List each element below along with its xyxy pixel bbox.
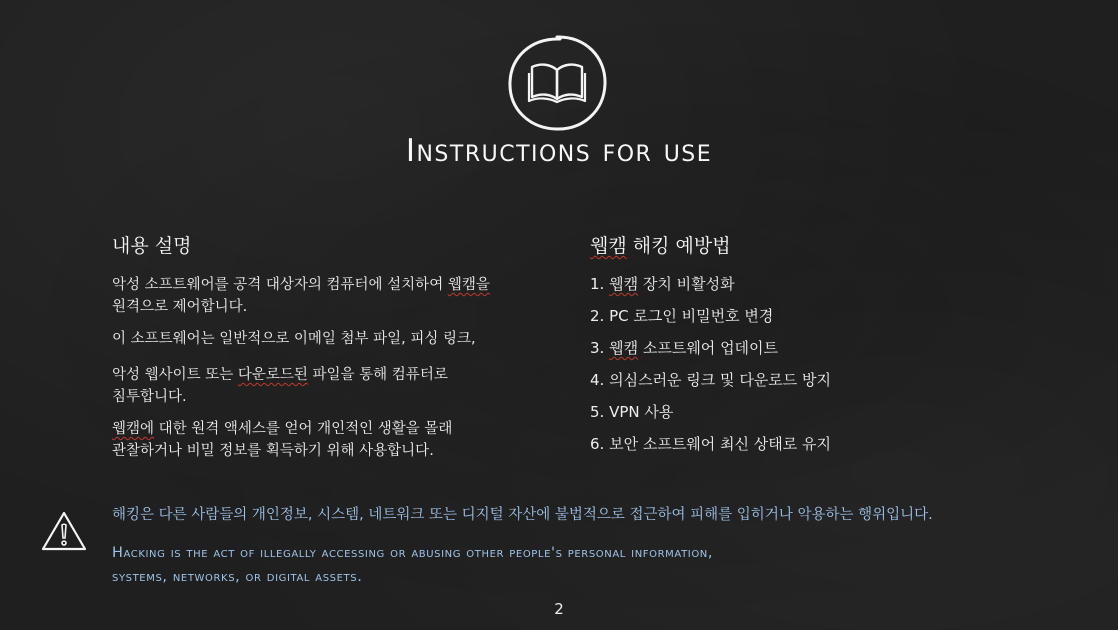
list-item: 5. VPN 사용 [590,403,674,421]
paragraph-text: 악성 웹사이트 또는 [112,367,238,383]
spellcheck-word: 웹캠 [590,235,627,257]
page-title: Instructions for use [405,133,713,169]
description-paragraph-3 [112,364,532,408]
paragraph-text: 원격으로 제어합니다. [112,299,248,315]
paragraph-text: 파일을 통해 컴퓨터로 [307,367,448,383]
open-book-icon [505,33,609,133]
list-item: 1. 웹캠 장치 비활성화 [590,275,735,293]
spellcheck-word: 웹캠에 [112,421,155,437]
paragraph-text: 대한 원격 액세스를 얻어 개인적인 생활을 몰래 [154,421,453,437]
page-number: 2 [554,600,564,618]
warning-text-english [112,541,972,589]
heading-text: 해킹 예방법 [626,235,731,257]
paragraph-text: 악성 소프트웨어를 공격 대상자의 컴퓨터에 설치하여 [112,277,448,293]
description-section [112,232,532,472]
prevention-heading [590,232,990,260]
prevention-section [590,232,990,460]
warning-text-korean: 해킹은 다른 사람들의 개인정보, 시스템, 네트워크 또는 디지털 자산에 불법적으로 접근하여 피해를 입히거나 악용하는 행위입니다. [112,507,933,523]
warning-line: Hacking is the act of illegally accessing or abusing other people's personal information, [112,545,714,561]
list-item: 3. 웹캠 소프트웨어 업데이트 [590,339,779,357]
description-paragraph-2 [112,328,532,350]
spellcheck-word: 다운로드된 [237,367,308,383]
description-paragraph-1 [112,274,532,318]
spellcheck-word: 웹캠을 [447,277,490,293]
list-item: 4. 의심스러운 링크 및 다운로드 방지 [590,371,832,389]
list-item: 2. PC 로그인 비밀번호 변경 [590,307,774,325]
description-heading: 내용 설명 [112,235,192,257]
prevention-list [590,268,990,460]
description-paragraph-4 [112,418,532,462]
paragraph-text: 관찰하거나 비밀 정보를 획득하기 위해 사용합니다. [112,443,434,459]
paragraph-text: 침투합니다. [112,389,187,405]
warning-line: systems, networks, or digital assets. [112,569,363,585]
list-item: 6. 보안 소프트웨어 최신 상태로 유지 [590,435,832,453]
warning-triangle-icon [40,510,88,552]
paragraph-text: 이 소프트웨어는 일반적으로 이메일 첨부 파일, 피싱 링크, [112,331,476,347]
